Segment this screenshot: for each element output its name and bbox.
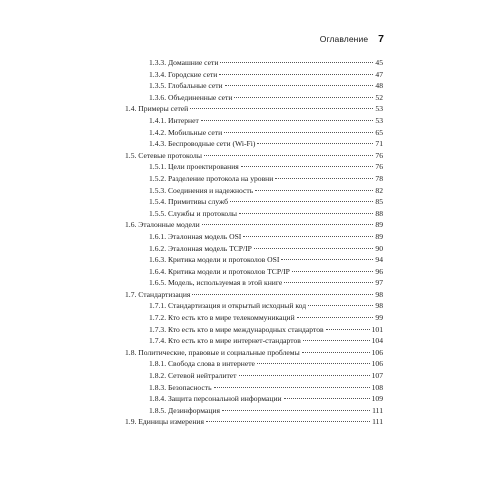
toc-subsection-entry — [125, 324, 383, 336]
toc-subsection-entry — [125, 266, 383, 278]
dot-leader — [281, 259, 373, 260]
toc-entry-title: 1.5.5. Службы и протоколы — [149, 208, 237, 218]
toc-entry-page: 104 — [371, 336, 383, 346]
dot-leader — [230, 201, 373, 202]
toc-section-entry — [125, 219, 383, 231]
toc-subsection-entry — [125, 312, 383, 324]
toc-entry-title: 1.8.5. Дезинформация — [149, 405, 220, 415]
dot-leader — [308, 305, 373, 306]
toc-subsection-entry — [125, 196, 383, 208]
dot-leader — [254, 248, 374, 249]
toc-entry-title: 1.4.3. Беспроводные сети (Wi-Fi) — [149, 139, 256, 149]
toc-entry-page: 88 — [375, 208, 383, 218]
toc-entry-page: 82 — [375, 185, 383, 195]
toc-entry-title: 1.5.3. Соединения и надежность — [149, 185, 254, 195]
toc-subsection-entry — [125, 92, 383, 104]
toc-subsection-entry — [125, 57, 383, 69]
toc-entry-page: 106 — [371, 347, 383, 357]
dot-leader — [201, 120, 374, 121]
dot-leader — [192, 294, 373, 295]
dot-leader — [204, 155, 373, 156]
toc-entry-title: 1.7. Стандартизация — [125, 289, 191, 299]
toc-entry-title: 1.8. Политические, правовые и социальные проблемы — [125, 347, 300, 357]
running-head-title: Оглавление — [319, 34, 369, 44]
toc-entry-page: 106 — [371, 359, 383, 369]
toc-subsection-entry — [125, 115, 383, 127]
toc-subsection-entry — [125, 254, 383, 266]
toc-subsection-entry — [125, 277, 383, 289]
toc-entry-page: 65 — [375, 127, 383, 137]
dot-leader — [225, 85, 374, 86]
toc-entry-page: 53 — [375, 115, 383, 125]
dot-leader — [190, 108, 373, 109]
toc-entry-title: 1.6.2. Эталонная модель TCP/IP — [149, 243, 252, 253]
dot-leader — [239, 375, 370, 376]
toc-subsection-entry — [125, 393, 383, 405]
toc-entry-page: 90 — [375, 243, 383, 253]
toc-entry-title: 1.8.4. Защита персональной информации — [149, 394, 282, 404]
toc-entry-page: 71 — [375, 139, 383, 149]
toc-entry-page: 111 — [372, 417, 383, 427]
dot-leader — [292, 271, 374, 272]
dot-leader — [241, 166, 374, 167]
toc-entry-title: 1.5.2. Разделение протокола на уровни — [149, 173, 274, 183]
toc-entry-title: 1.7.4. Кто есть кто в мире интернет-стандартов — [149, 336, 301, 346]
dot-leader — [257, 363, 370, 364]
toc-entry-page: 98 — [375, 301, 383, 311]
toc-entry-title: 1.7.3. Кто есть кто в мире международных стандартов — [149, 324, 324, 334]
toc-entry-page: 85 — [375, 197, 383, 207]
toc-subsection-entry — [125, 208, 383, 220]
dot-leader — [243, 236, 373, 237]
toc-entry-page: 101 — [371, 324, 383, 334]
dot-leader — [224, 132, 373, 133]
toc-subsection-entry — [125, 80, 383, 92]
toc-entry-title: 1.6.3. Критика модели и протоколов OSI — [149, 255, 280, 265]
toc-entry-page: 107 — [371, 371, 383, 381]
toc-entry-title: 1.7.2. Кто есть кто в мире телекоммуникаций — [149, 313, 295, 323]
dot-leader — [222, 410, 370, 411]
dot-leader — [297, 317, 374, 318]
dot-leader — [202, 224, 374, 225]
toc-subsection-entry — [125, 161, 383, 173]
toc-entry-page: 98 — [375, 289, 383, 299]
toc-section-entry — [125, 103, 383, 115]
toc-entry-title: 1.4.2. Мобильные сети — [149, 127, 223, 137]
toc-entry-title: 1.8.2. Сетевой нейтралитет — [149, 371, 237, 381]
toc-subsection-entry — [125, 138, 383, 150]
running-head — [320, 33, 384, 45]
toc-section-entry — [125, 289, 383, 301]
toc-entry-page: 47 — [375, 69, 383, 79]
toc-entry-page: 94 — [375, 255, 383, 265]
dot-leader — [214, 387, 370, 388]
toc-entry-title: 1.3.4. Городские сети — [149, 69, 218, 79]
toc-entry-title: 1.3.3. Домашние сети — [149, 58, 219, 67]
toc-entry-page: 45 — [375, 58, 383, 67]
dot-leader — [206, 421, 370, 422]
toc-entry-title: 1.8.1. Свобода слова в интернете — [149, 359, 255, 369]
toc-entry-title: 1.6.4. Критика модели и протоколов TCP/IP — [149, 266, 290, 276]
toc-entry-title: 1.4. Примеры сетей — [125, 104, 189, 114]
toc-entry-title: 1.6.5. Модель, используемая в этой книге — [149, 278, 283, 288]
toc-entry-page: 89 — [375, 220, 383, 230]
toc-subsection-entry — [125, 243, 383, 255]
toc-entry-page: 97 — [375, 278, 383, 288]
toc-subsection-entry — [125, 69, 383, 81]
toc-entry-title: 1.8.3. Безопасность — [149, 382, 212, 392]
toc-entry-title: 1.5.1. Цели проектирования — [149, 162, 239, 172]
toc-entry-title: 1.3.6. Объединенные сети — [149, 92, 233, 102]
toc-entry-title: 1.7.1. Стандартизация и открытый исходный код — [149, 301, 307, 311]
dot-leader — [257, 143, 373, 144]
toc-entry-page: 111 — [372, 405, 383, 415]
toc-subsection-entry — [125, 370, 383, 382]
dot-leader — [284, 398, 370, 399]
dot-leader — [302, 352, 370, 353]
toc-entry-page: 76 — [375, 162, 383, 172]
toc-subsection-entry — [125, 335, 383, 347]
toc-entry-page: 108 — [371, 382, 383, 392]
dot-leader — [326, 329, 370, 330]
dot-leader — [255, 190, 373, 191]
dot-leader — [239, 213, 373, 214]
toc-section-entry — [125, 347, 383, 359]
toc-entry-page: 52 — [375, 92, 383, 102]
dot-leader — [234, 97, 373, 98]
toc-entry-title: 1.6.1. Эталонная модель OSI — [149, 231, 242, 241]
toc-entry-title: 1.4.1. Интернет — [149, 115, 199, 125]
toc-subsection-entry — [125, 382, 383, 394]
page-number: 7 — [378, 33, 384, 45]
toc-entry-page: 89 — [375, 231, 383, 241]
toc-subsection-entry — [125, 173, 383, 185]
toc-subsection-entry — [125, 300, 383, 312]
toc-subsection-entry — [125, 231, 383, 243]
toc-entry-page: 96 — [375, 266, 383, 276]
dot-leader — [284, 282, 373, 283]
table-of-contents — [125, 57, 383, 428]
toc-subsection-entry — [125, 127, 383, 139]
toc-section-entry — [125, 150, 383, 162]
toc-subsection-entry — [125, 405, 383, 417]
toc-entry-page: 99 — [375, 313, 383, 323]
toc-subsection-entry — [125, 358, 383, 370]
toc-entry-title: 1.9. Единицы измерения — [125, 417, 204, 427]
toc-entry-title: 1.6. Эталонные модели — [125, 220, 200, 230]
toc-entry-page: 78 — [375, 173, 383, 183]
toc-entry-page: 76 — [375, 150, 383, 160]
toc-section-entry — [125, 416, 383, 428]
dot-leader — [303, 340, 370, 341]
toc-entry-page: 53 — [375, 104, 383, 114]
toc-entry-title: 1.5.4. Примитивы служб — [149, 197, 229, 207]
toc-entry-page: 48 — [375, 81, 383, 91]
toc-subsection-entry — [125, 185, 383, 197]
toc-entry-page: 109 — [371, 394, 383, 404]
dot-leader — [275, 178, 373, 179]
dot-leader — [220, 62, 373, 63]
toc-entry-title: 1.3.5. Глобальные сети — [149, 81, 223, 91]
toc-entry-title: 1.5. Сетевые протоколы — [125, 150, 202, 160]
dot-leader — [219, 74, 373, 75]
